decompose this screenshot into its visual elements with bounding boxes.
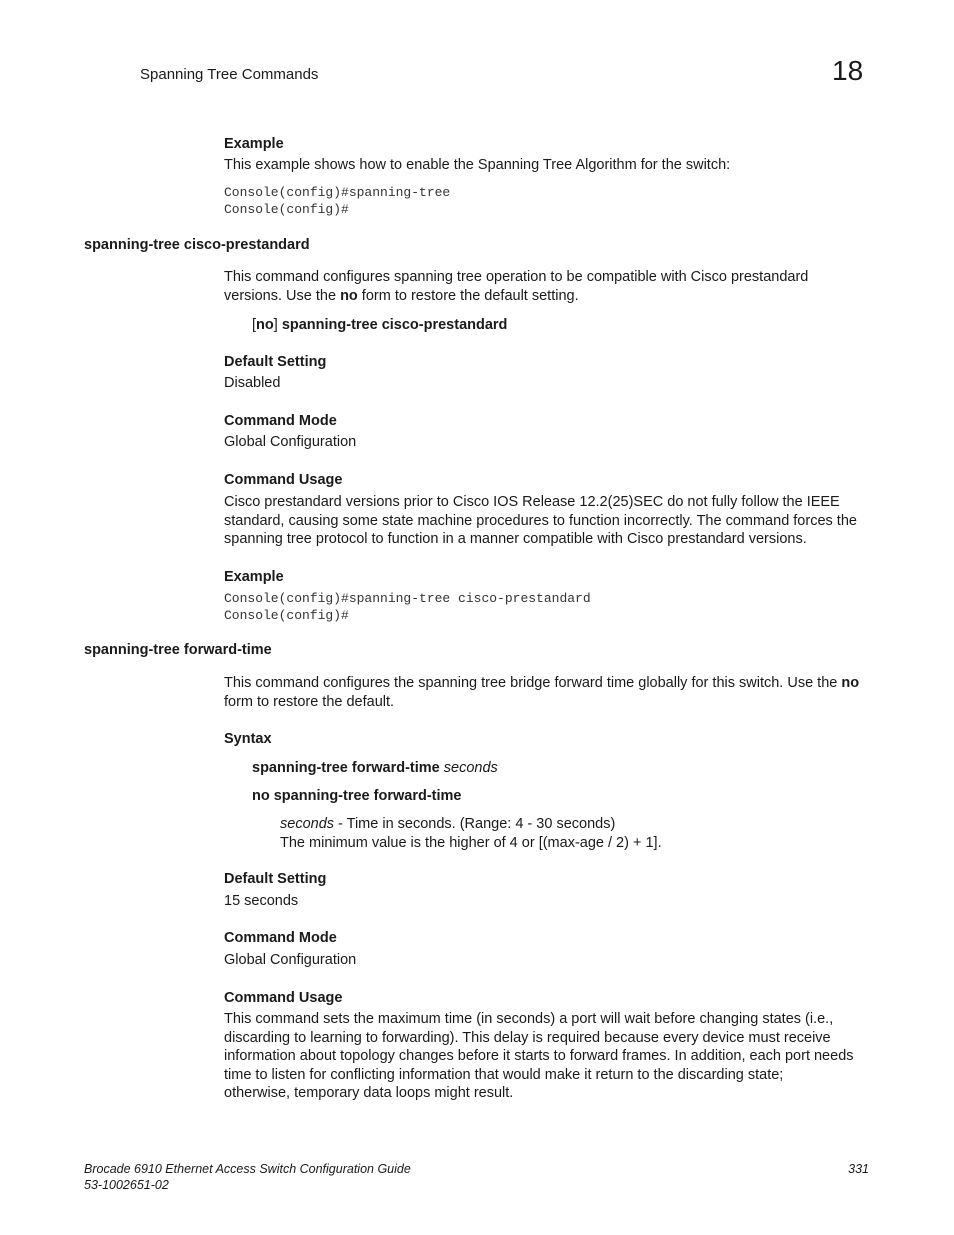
default-setting-heading: Default Setting xyxy=(224,871,327,887)
command-description xyxy=(224,268,808,305)
keyword-no: no xyxy=(340,287,358,304)
syntax-bracket: [ xyxy=(252,317,257,333)
code-line: Console(config)#spanning-tree cisco-prestandard xyxy=(224,591,591,606)
command-mode-heading: Command Mode xyxy=(224,413,337,429)
command-description xyxy=(224,674,859,711)
keyword-no: no xyxy=(256,317,274,333)
usage-line: information about topology changes before it starts to forward frames. In addition, each port needs xyxy=(224,1048,854,1064)
usage-line: spanning tree protocol to function in a manner compatible with Cisco prestandard versions. xyxy=(224,531,807,547)
parameter-note: The minimum value is the higher of 4 or [(max-age / 2) + 1]. xyxy=(280,834,662,851)
example-heading: Example xyxy=(224,136,284,152)
command-usage-text xyxy=(224,493,857,549)
footer-doc-number: 53-1002651-02 xyxy=(84,1178,169,1192)
command-usage-heading: Command Usage xyxy=(224,990,343,1006)
command-usage-heading: Command Usage xyxy=(224,472,343,488)
command-title: spanning-tree cisco-prestandard xyxy=(84,237,310,253)
parameter-name: seconds xyxy=(280,816,335,832)
description-line: form to restore the default. xyxy=(224,693,395,710)
parameter-description xyxy=(280,815,662,852)
default-setting-value: 15 seconds xyxy=(224,893,299,909)
syntax-command: spanning-tree cisco-prestandard xyxy=(281,317,508,333)
syntax-argument: seconds xyxy=(443,760,498,776)
syntax-heading: Syntax xyxy=(224,731,272,747)
command-mode-value: Global Configuration xyxy=(224,952,357,968)
description-text: This command configures the spanning tree bridge forward time globally for this switch. Use the xyxy=(224,675,842,691)
code-line: Console(config)#spanning-tree xyxy=(224,185,451,200)
page-number: 331 xyxy=(848,1162,869,1176)
example-heading: Example xyxy=(224,569,284,585)
parameter-line xyxy=(280,815,662,834)
code-line: Console(config)# xyxy=(224,607,349,623)
code-block xyxy=(224,185,450,218)
description-line xyxy=(224,674,859,693)
syntax-line xyxy=(252,759,498,778)
parameter-text: - Time in seconds. (Range: 4 - 30 seconds) xyxy=(334,816,616,832)
running-header: Spanning Tree Commands xyxy=(140,66,319,83)
syntax-bracket: ] xyxy=(273,317,282,333)
chapter-number: 18 xyxy=(832,55,864,86)
code-line: Console(config)# xyxy=(224,201,349,217)
default-setting-value: Disabled xyxy=(224,375,281,391)
syntax-command: spanning-tree forward-time xyxy=(252,760,444,776)
description-text: versions. Use the xyxy=(224,287,341,304)
description-text: form to restore the default setting. xyxy=(357,287,579,304)
default-setting-heading: Default Setting xyxy=(224,354,327,370)
usage-line: discarding to learning to forwarding). This delay is required because every device must receive xyxy=(224,1029,831,1046)
keyword-no: no xyxy=(841,675,860,691)
command-mode-value: Global Configuration xyxy=(224,434,357,450)
syntax-line xyxy=(252,316,507,335)
usage-line: time to listen for conflicting information that would make it return to the discarding state; xyxy=(224,1066,784,1083)
usage-line: This command sets the maximum time (in seconds) a port will wait before changing states (i.e., xyxy=(224,1011,834,1027)
code-block xyxy=(224,591,591,624)
example-text: This example shows how to enable the Spanning Tree Algorithm for the switch: xyxy=(224,157,731,173)
usage-line: standard, causing some state machine procedures to function incorrectly. The command forces the xyxy=(224,512,857,529)
footer-title: Brocade 6910 Ethernet Access Switch Configuration Guide xyxy=(84,1162,411,1176)
description-line: This command configures spanning tree operation to be compatible with Cisco prestandard xyxy=(224,269,809,285)
description-line xyxy=(224,287,808,306)
command-mode-heading: Command Mode xyxy=(224,930,337,946)
usage-line: otherwise, temporary data loops might result. xyxy=(224,1085,514,1101)
syntax-line-no: no spanning-tree forward-time xyxy=(252,788,462,804)
usage-line: Cisco prestandard versions prior to Cisco IOS Release 12.2(25)SEC do not fully follow the IEEE xyxy=(224,494,840,510)
command-usage-text xyxy=(224,1010,854,1103)
command-title: spanning-tree forward-time xyxy=(84,642,272,658)
